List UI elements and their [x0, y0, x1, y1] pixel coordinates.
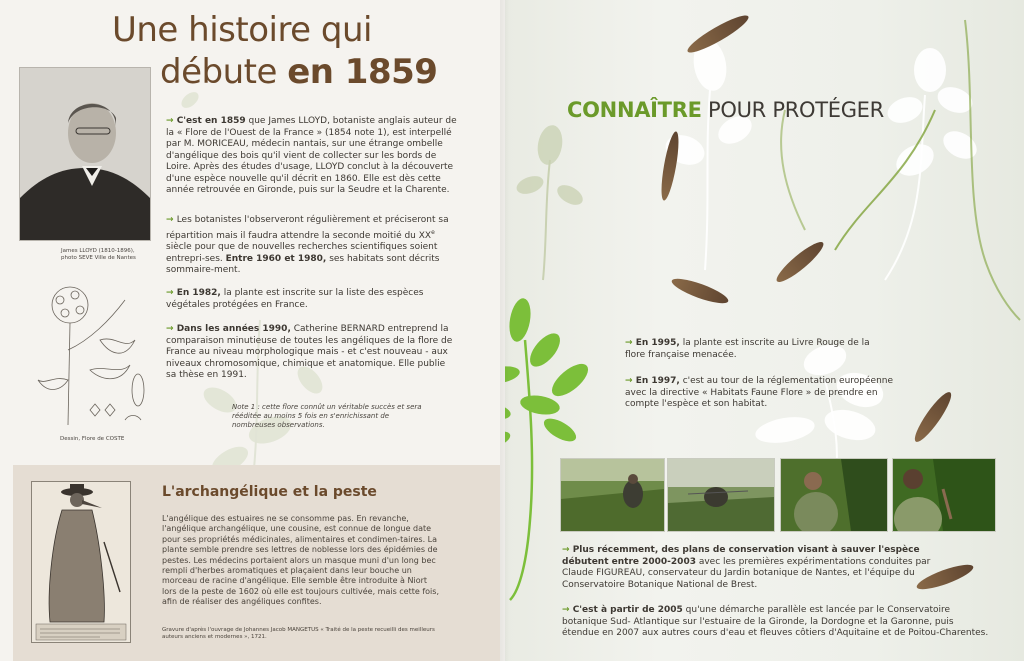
arrow-right-icon: → [166, 215, 177, 225]
paragraph-text: la plante est inscrite au Livre Rouge de la flore française menacée. [625, 338, 870, 360]
plague-caption: Gravure d'après l'ouvrage de Johannes Jacob MANGETUS « Traité de la peste recueilli des meilleurs auteurs anciens et modernes », 1721. [162, 627, 435, 640]
paragraph-text: siècle pour que de nouvelles recherches scientifiques soient entrepri-ses. [166, 242, 438, 264]
paragraph-bold: En 1982, [176, 288, 221, 298]
title-year: en 1859 [287, 52, 438, 92]
paragraph-bold: C'est à partir de 2005 [572, 605, 683, 615]
field-photo-4 [892, 458, 996, 532]
paragraph-text: ses habitats sont décrits sommaire-ment. [166, 253, 440, 275]
field-photo-1 [560, 458, 665, 532]
paragraph-bold: En 1997, [635, 376, 680, 386]
field-photo-2 [667, 458, 775, 532]
paragraph-text: c'est au tour de la réglementation européenne avec la directive « Habitats Faune Flore » de prendre en compte l'espèce et son habitat. [625, 376, 894, 409]
plague-text: L'angélique des estuaires ne se consomme pas. En revanche, l'angélique archangélique, une cousine, est connue de longue date pour ses propriétés médicinales, alimentaires et condimen-taires. La plante semble prendre ses lettres de noblesse lors des épidémies de pestes. Les médecins portaient alors un masque muni d'un long bec rempli d'herbes aromatiques et plaçaient dans leur bouche un morceau de racine d'angélique. Elle semble être introduite à Niort lors de la peste de 1602 où elle est toujours cultivée, mais cette fois, afin de réaliser des angéliques confites. [162, 514, 439, 607]
paragraph-1997 [625, 376, 895, 411]
portrait-caption [61, 248, 161, 262]
paragraph-text: que James LLOYD, botaniste anglais auteur de la « Flore de l'Ouest de la France » (1854 note 1), est interpellé par M. MORICEAU, médecin nantais, sur une étrange ombelle d'angélique des bois qu'il vient de collecter sur les bords de Loire. Après des études d'usage, LLOYD conclut à la découverte d'une espèce nouvelle qu'il décrit en 1860. Elle est dès cette année retrouvée en Gironde, puis sur la Seudre et la Charente. [166, 116, 457, 195]
paragraph-1982 [166, 288, 446, 311]
paragraph-botanists [166, 215, 456, 277]
arrow-right-icon: → [625, 376, 636, 386]
paragraph-text: avec les premières expérimentations conduites par Claude FIGUREAU, conservateur du Jardin botanique de Nantes, et l'équipe du Conservatoire Botanique National de Brest. [562, 556, 931, 590]
botanical-drawing [30, 280, 155, 430]
plague-doctor-engraving [31, 481, 131, 643]
paragraph-1859 [166, 116, 461, 197]
portrait-photo [19, 67, 151, 241]
plague-title: L'archangélique et la peste [162, 484, 377, 500]
paragraph-text: la plante est inscrite sur la liste des espèces végétales protégées en France. [166, 288, 424, 310]
right-page [505, 0, 1024, 661]
page-fold [500, 0, 510, 661]
paragraph-text: Les botanistes l'observeront régulièrement et préciseront sa répartition mais il faudra attendre la seconde moitié du XX [166, 215, 449, 241]
paragraph-1990 [166, 324, 458, 382]
superscript: e [431, 228, 435, 236]
arrow-right-icon: → [166, 288, 177, 298]
paragraph-2000 [562, 545, 962, 591]
page-title-line2 [160, 52, 437, 92]
paragraph-bold: En 1995, [635, 338, 680, 348]
paragraph-text: qu'une démarche parallèle est lancée par le Conservatoire botanique Sud- Atlantique sur l'estuaire de la Gironde, la Dordogne et la Garonne, puis étendue en 2007 aux autres cours d'eau et fleuves côtiers d'Aquitaine et de Poitou-Charentes. [562, 605, 989, 638]
title-rest: POUR PROTÉGER [701, 98, 884, 122]
paragraph-1995 [625, 338, 885, 361]
paragraph-bold: Entre 1960 et 1980, [225, 253, 327, 264]
arrow-right-icon: → [166, 116, 177, 126]
arrow-right-icon: → [625, 338, 636, 348]
arrow-right-icon: → [562, 605, 573, 615]
portrait-caption-line2: photo SEVE Ville de Nantes [61, 255, 136, 261]
footnote: Note 1 : cette flore connût un véritable succès et sera rééditée au moins 5 fois en s'enrichissant de nombreuses observations. [232, 403, 422, 429]
drawing-caption: Dessin, Flore de COSTE [60, 436, 125, 442]
paragraph-text: Catherine BERNARD entreprend la comparaison minutieuse de toutes les angéliques de la flore de France au niveau morphologique mais - et c'est nouveau - aux niveaux chromosomique, chimique et anatomique. Elle publie sa thèse en 1991. [166, 324, 453, 380]
field-photo-3 [780, 458, 888, 532]
page-title-line1: Une histoire qui [112, 10, 372, 50]
section-title [567, 98, 884, 122]
portrait-caption-line1: James LLOYD (1810-1896), [61, 248, 135, 254]
paragraph-bold: Plus récemment, des plans de conservation visant à sauver l'espèce débutent entre 2000-2003 [562, 545, 920, 567]
paragraph-bold: C'est en 1859 [176, 116, 246, 126]
title-green: CONNAÎTRE [567, 98, 702, 122]
paragraph-bold: Dans les années 1990, [176, 324, 291, 334]
title-normal: débute [160, 52, 288, 92]
paragraph-2005 [562, 605, 992, 640]
arrow-right-icon: → [562, 545, 573, 555]
arrow-right-icon: → [166, 324, 177, 334]
left-page [0, 0, 505, 661]
